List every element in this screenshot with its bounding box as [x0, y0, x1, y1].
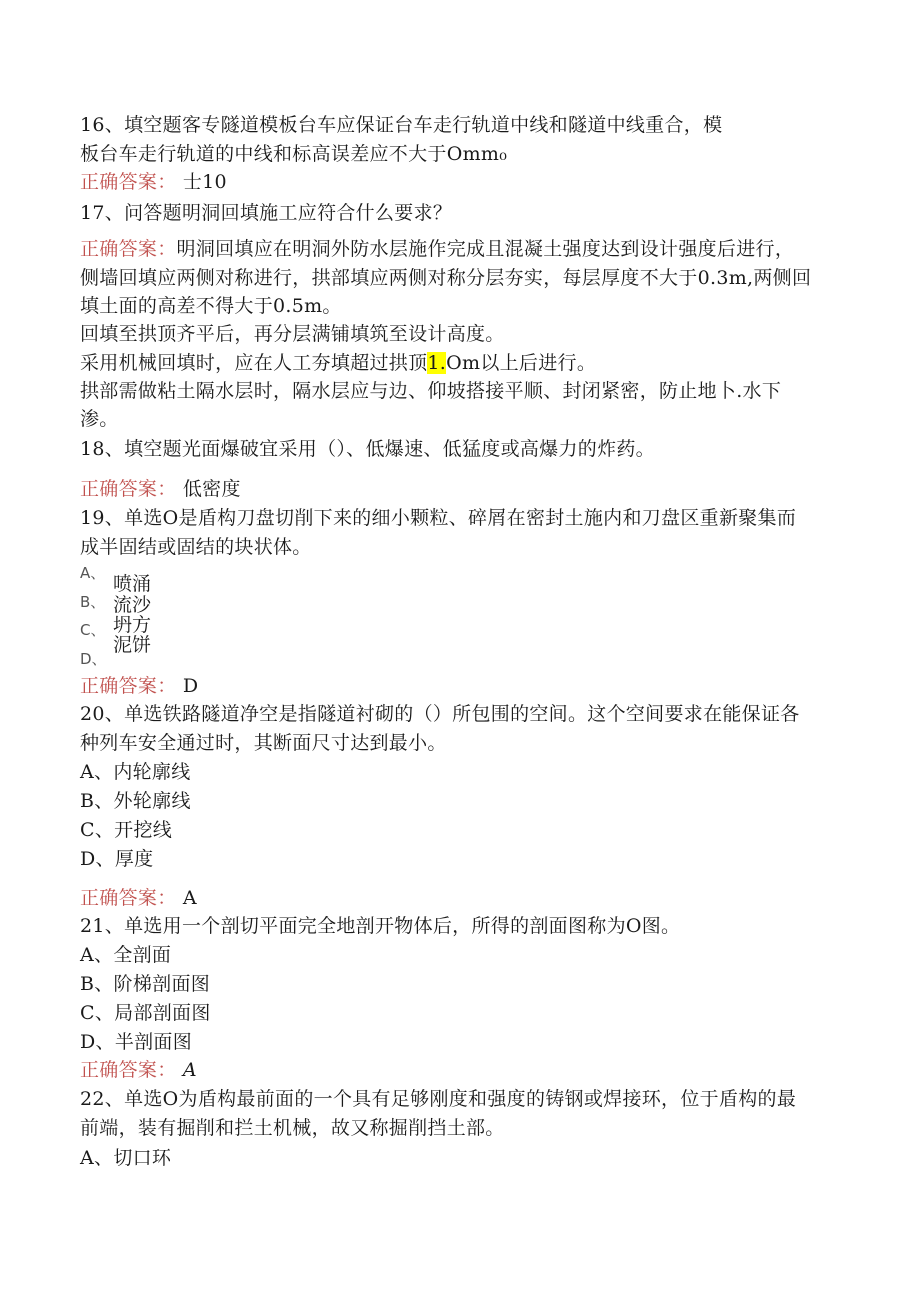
q16-text-line1: 16、填空题客专隧道模板台车应保证台车走行轨道中线和隧道中线重合，模	[80, 114, 723, 136]
q17-answer-line7: 渗。	[80, 408, 119, 430]
q17-answer-line3: 填土面的高差不得大于0.5m。	[80, 295, 342, 317]
q21-option-d: D、半剖面图	[80, 1031, 193, 1053]
q21-answer	[80, 1058, 197, 1082]
q20-option-b: B、外轮廓线	[80, 790, 191, 812]
q21-question: 21、单选用一个剖切平面完全地剖开物体后，所得的剖面图称为O图。	[80, 915, 681, 937]
q21-option-b: B、阶梯剖面图	[80, 973, 211, 995]
answer-text: Om以上后进行。	[446, 352, 597, 374]
q20-text-line1: 20、单选铁路隧道净空是指隧道衬砌的（）所包围的空间。这个空间要求在能保证各	[80, 703, 800, 725]
q19-answer	[80, 674, 198, 698]
answer-value: D	[182, 675, 199, 697]
answer-value: 低密度	[182, 478, 241, 500]
option-letter-c: C、	[80, 621, 106, 639]
q20-answer	[80, 886, 197, 910]
q19-option-d: 泥饼	[113, 634, 152, 656]
option-letter-b: B、	[80, 593, 106, 611]
answer-label: 正确答案：	[80, 238, 177, 260]
option-letter-a: A、	[80, 564, 106, 582]
q16-answer	[80, 170, 227, 194]
q20-option-a: A、内轮廓线	[80, 761, 191, 783]
answer-label: 正确答案：	[80, 675, 177, 697]
q17-answer-line1	[80, 237, 794, 261]
q18-answer	[80, 477, 241, 501]
q21-option-c: C、局部剖面图	[80, 1002, 211, 1024]
highlighted-text: 1.	[427, 352, 447, 374]
q21-option-a: A、全剖面	[80, 944, 172, 966]
answer-text: 采用机械回填时，应在人工夯填超过拱顶	[80, 352, 428, 374]
answer-label: 正确答案：	[80, 887, 177, 909]
q22-text-line1: 22、单选O为盾构最前面的一个具有足够刚度和强度的铸钢或焊接环，位于盾构的最	[80, 1088, 797, 1110]
q18-question: 18、填空题光面爆破宜采用（）、低爆速、低猛度或高爆力的炸药。	[80, 438, 655, 460]
answer-text: 明洞回填应在明洞外防水层施作完成且混凝土强度达到设计强度后进行，	[176, 238, 795, 260]
q17-answer-line6: 拱部需做粘土隔水层时，隔水层应与边、仰坡搭接平顺、封闭紧密，防止地卜.水下	[80, 380, 782, 402]
answer-value: A	[182, 887, 197, 909]
answer-label: 正确答案：	[80, 171, 177, 193]
q22-text-line2: 前端，装有掘削和拦土机械，故又称掘削挡土部。	[80, 1117, 505, 1139]
q17-question: 17、问答题明洞回填施工应符合什么要求？	[80, 202, 453, 224]
q20-option-d: D、厚度	[80, 848, 154, 870]
answer-label: 正确答案：	[80, 1059, 177, 1081]
q19-option-c: 坍方	[113, 614, 152, 636]
q17-answer-line5	[80, 351, 596, 375]
q19-option-b: 流沙	[113, 594, 152, 616]
q20-text-line2: 种列车安全通过时，其断面尺寸达到最小。	[80, 732, 447, 754]
q17-answer-line4: 回填至拱顶齐平后，再分层满铺填筑至设计高度。	[80, 323, 505, 345]
q20-option-c: C、开挖线	[80, 819, 173, 841]
q16-text-line2: 板台车走行轨道的中线和标高误差应不大于Omm₀	[80, 143, 508, 165]
q19-text-line2: 成半固结或固结的块状体。	[80, 536, 312, 558]
q22-option-a: A、切口环	[80, 1147, 172, 1169]
answer-label: 正确答案：	[80, 478, 177, 500]
q19-text-line1: 19、单选O是盾构刀盘切削下来的细小颗粒、碎屑在密封土施内和刀盘区重新聚集而	[80, 507, 797, 529]
answer-value: A	[182, 1059, 197, 1081]
option-letter-d: D、	[80, 650, 107, 668]
q19-option-a: 喷涌	[113, 573, 152, 595]
answer-value: 士10	[182, 171, 227, 193]
q17-answer-line2: 侧墙回填应两侧对称进行，拱部填应两侧对称分层夯实，每层厚度不大于0.3m,两侧回	[80, 267, 812, 289]
